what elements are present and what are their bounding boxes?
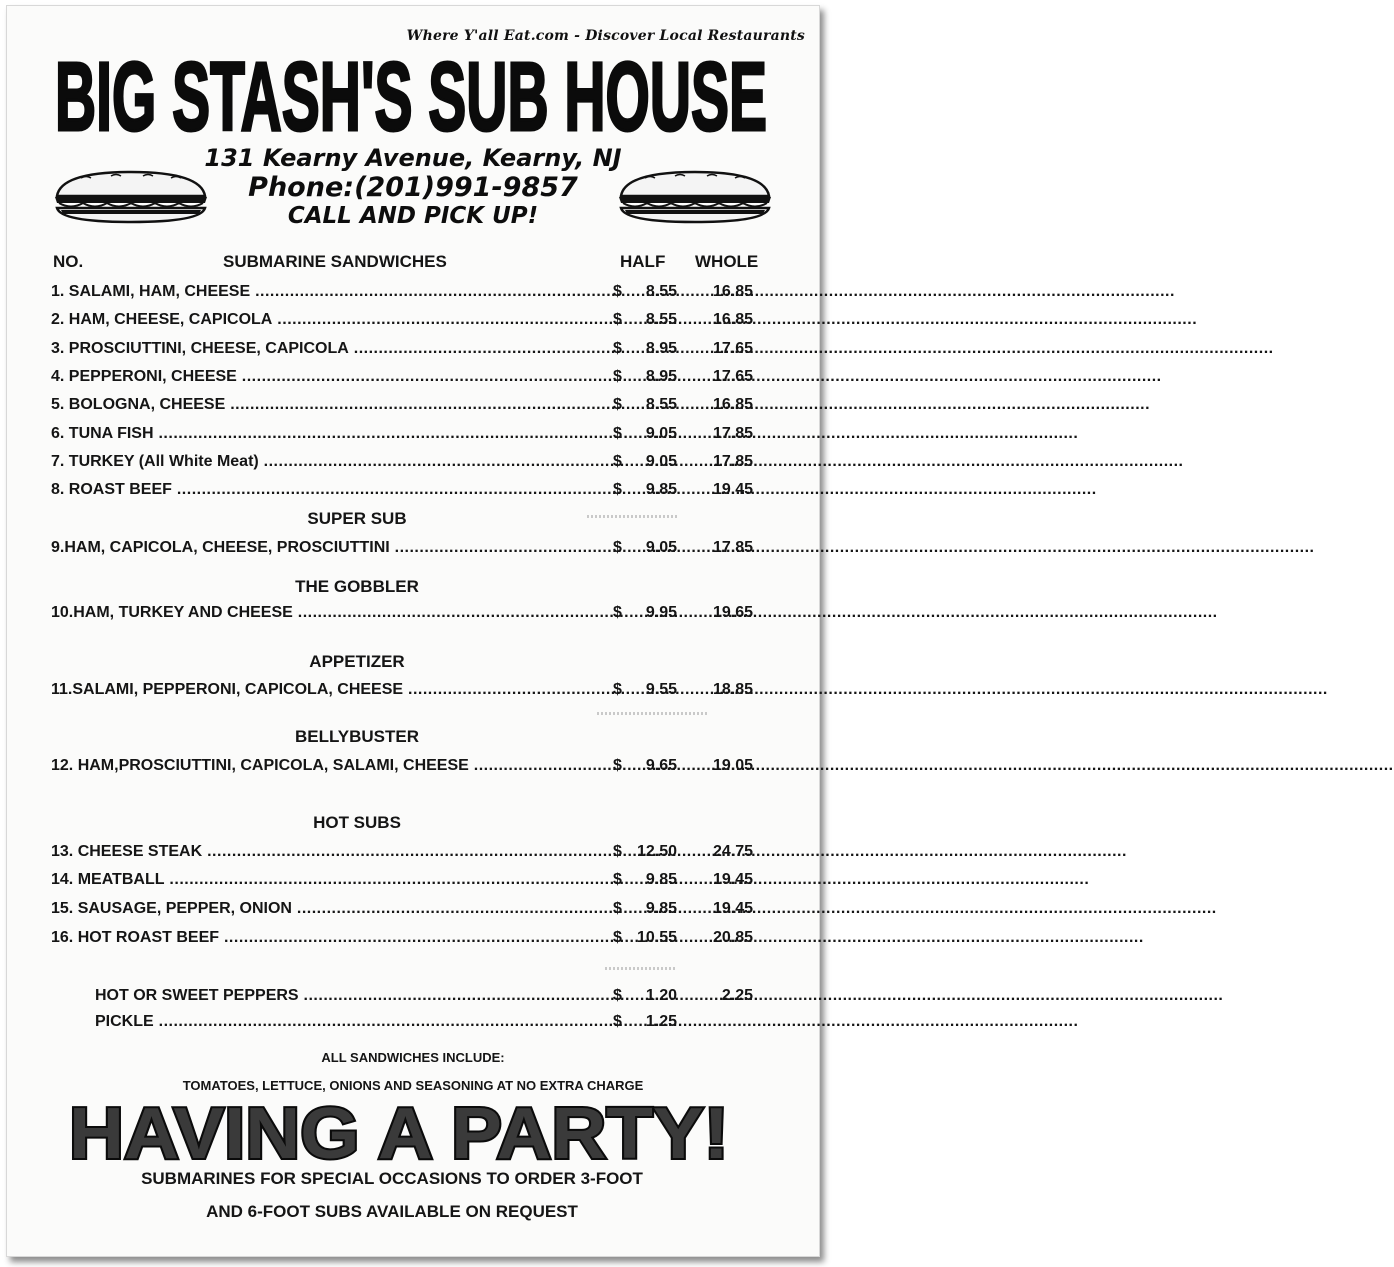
menu-item-name: 16. HOT ROAST BEEF ..... [51, 929, 603, 947]
price-half: 8.95 [645, 368, 677, 385]
price-whole: 17.65 [712, 340, 753, 357]
menu-item-name: 10.HAM, TURKEY AND CHEESE ..... [51, 604, 603, 622]
menu-item-name: 9.HAM, CAPICOLA, CHEESE, PROSCIUTTINI ..... [51, 539, 603, 557]
price-whole: 19.65 [712, 604, 753, 621]
currency-sign: $ [613, 987, 622, 1004]
menu-item-name: 4. PEPPERONI, CHEESE ..... [51, 368, 603, 386]
sub-sandwich-icon-left [51, 166, 211, 228]
menu-item-row [51, 757, 791, 779]
menu-item-name: 13. CHEESE STEAK ..... [51, 843, 603, 861]
currency-sign: $ [613, 539, 622, 556]
phone-number: Phone:(201)991-9857 [248, 172, 578, 203]
price-whole: 20.85 [712, 929, 753, 946]
section-title-super-sub: SUPER SUB [307, 509, 407, 528]
currency-sign: $ [613, 871, 622, 888]
menu-item-name: 1. SALAMI, HAM, CHEESE ..... [51, 283, 603, 301]
print-smudge [605, 967, 675, 970]
menu-item-name: 14. MEATBALL ..... [51, 871, 603, 889]
menu-item-name: 5. BOLOGNA, CHEESE ..... [51, 396, 603, 414]
extra-item-row [95, 987, 791, 1009]
price-whole: 17.65 [712, 368, 753, 385]
currency-sign: $ [613, 453, 622, 470]
currency-sign: $ [613, 681, 622, 698]
price-whole: 19.45 [712, 481, 753, 498]
price-half: 9.85 [645, 900, 677, 917]
price-half: 8.55 [645, 311, 677, 328]
price-half: 8.55 [645, 396, 677, 413]
section-title-appetizer: APPETIZER [309, 652, 405, 671]
menu-item-name: 3. PROSCIUTTINI, CHEESE, CAPICOLA ..... [51, 340, 603, 358]
currency-sign: $ [613, 283, 622, 300]
menu-item-row [51, 871, 791, 893]
price-whole: 16.85 [712, 311, 753, 328]
menu-item-row [51, 481, 791, 503]
party-headline-text: HAVING A PARTY! [69, 1094, 729, 1174]
currency-sign: $ [613, 340, 622, 357]
section-title-submarine: SUBMARINE SANDWICHES [223, 252, 447, 271]
print-smudge [587, 515, 677, 518]
price-half: 9.95 [645, 604, 677, 621]
section-title-bellybuster: BELLYBUSTER [294, 727, 420, 746]
menu-item-name: 6. TUNA FISH ..... [51, 425, 603, 443]
restaurant-title-text: BIG STASH'S SUB HOUSE [55, 40, 768, 152]
price-half: 12.50 [636, 843, 677, 860]
menu-item-row [51, 604, 791, 626]
currency-sign: $ [613, 1013, 622, 1030]
menu-sheet [6, 5, 820, 1257]
menu-item-row [51, 900, 791, 922]
price-half: 8.95 [645, 340, 677, 357]
menu-item-row [51, 368, 791, 390]
currency-sign: $ [613, 900, 622, 917]
currency-sign: $ [613, 929, 622, 946]
price-whole: 16.85 [712, 283, 753, 300]
price-whole: 19.05 [712, 757, 753, 774]
menu-item-row [51, 681, 791, 703]
price-half: 1.20 [645, 987, 677, 1004]
currency-sign: $ [613, 396, 622, 413]
includes-details: TOMATOES, LETTUCE, ONIONS AND SEASONING AT NO EXTRA CHARGE [182, 1078, 644, 1093]
currency-sign: $ [613, 757, 622, 774]
price-half: 10.55 [636, 929, 677, 946]
menu-item-name: 7. TURKEY (All White Meat) ..... [51, 453, 603, 471]
price-whole: 17.85 [712, 453, 753, 470]
menu-item-row [51, 396, 791, 418]
party-details-line2: AND 6-FOOT SUBS AVAILABLE ON REQUEST [206, 1202, 578, 1221]
address: 131 Kearny Avenue, Kearny, NJ [204, 144, 622, 172]
price-half: 9.85 [645, 481, 677, 498]
column-header-no: NO. [53, 252, 84, 271]
column-header-half: HALF [620, 252, 666, 271]
menu-item-row [51, 311, 791, 333]
price-half: 9.85 [645, 871, 677, 888]
sub-sandwich-icon-right [615, 166, 775, 228]
price-whole: 17.85 [712, 539, 753, 556]
extra-item-name: PICKLE ..... [95, 1013, 603, 1031]
menu-item-row [51, 283, 791, 305]
currency-sign: $ [613, 481, 622, 498]
menu-item-name: 15. SAUSAGE, PEPPER, ONION ..... [51, 900, 603, 918]
price-half: 1.25 [645, 1013, 677, 1030]
section-title-hot-subs: HOT SUBS [313, 813, 401, 832]
price-whole: 19.45 [712, 900, 753, 917]
price-whole: 24.75 [712, 843, 753, 860]
menu-item-row [51, 425, 791, 447]
price-half: 9.55 [645, 681, 677, 698]
party-headline [65, 1094, 733, 1174]
menu-item-name: 11.SALAMI, PEPPERONI, CAPICOLA, CHEESE ..... [51, 681, 603, 699]
price-half: 9.65 [645, 757, 677, 774]
price-half: 9.05 [645, 453, 677, 470]
price-whole: 19.45 [712, 871, 753, 888]
section-title-gobbler: THE GOBBLER [295, 577, 419, 596]
print-smudge [597, 712, 707, 715]
price-whole: 2.25 [721, 987, 753, 1004]
party-details-line1: SUBMARINES FOR SPECIAL OCCASIONS TO ORDER 3-FOOT [141, 1169, 643, 1188]
price-whole: 18.85 [712, 681, 753, 698]
menu-item-name: 2. HAM, CHEESE, CAPICOLA ..... [51, 311, 603, 329]
watermark-text: Where Y'all Eat.com - Discover Local Restaurants [406, 28, 805, 44]
price-whole: 16.85 [712, 396, 753, 413]
currency-sign: $ [613, 368, 622, 385]
menu-item-row [51, 340, 791, 362]
tagline: CALL AND PICK UP! [287, 203, 539, 229]
extra-item-row [95, 1013, 791, 1035]
menu-item-name: 12. HAM,PROSCIUTTINI, CAPICOLA, SALAMI, CHEESE ..... [51, 757, 603, 775]
menu-item-row [51, 843, 791, 865]
currency-sign: $ [613, 604, 622, 621]
menu-item-row [51, 539, 791, 561]
price-half: 9.05 [645, 425, 677, 442]
extra-item-name: HOT OR SWEET PEPPERS ..... [95, 987, 603, 1005]
currency-sign: $ [613, 843, 622, 860]
currency-sign: $ [613, 311, 622, 328]
restaurant-title [51, 32, 771, 152]
includes-heading: ALL SANDWICHES INCLUDE: [321, 1050, 505, 1065]
menu-item-row [51, 929, 791, 951]
price-half: 8.55 [645, 283, 677, 300]
menu-item-name: 8. ROAST BEEF ..... [51, 481, 603, 499]
column-header-whole: WHOLE [695, 252, 759, 271]
currency-sign: $ [613, 425, 622, 442]
price-whole: 17.85 [712, 425, 753, 442]
price-half: 9.05 [645, 539, 677, 556]
menu-item-row [51, 453, 791, 475]
